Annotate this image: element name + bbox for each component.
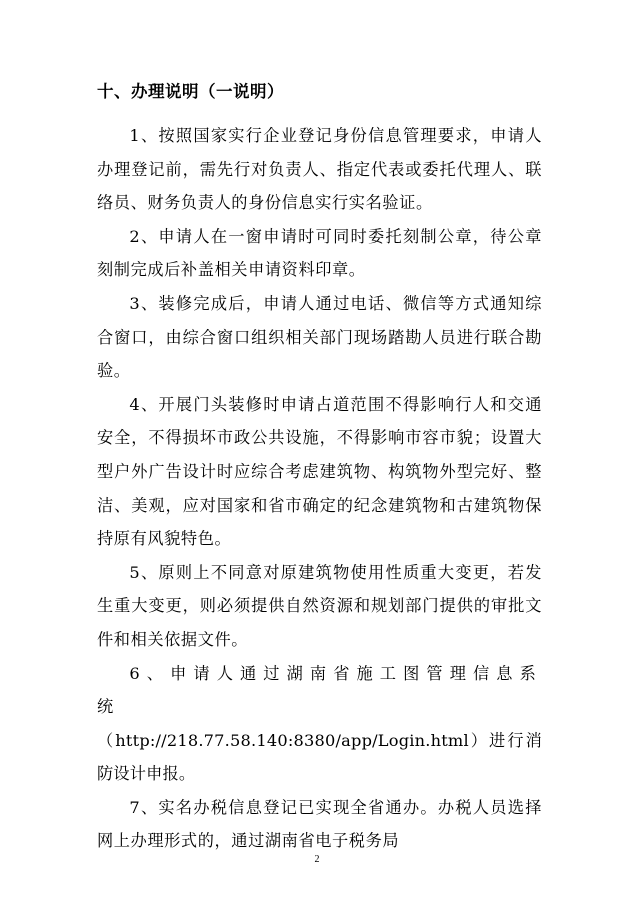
paragraph-6-url: （http://218.77.58.140:8380/app/Login.html）进行消防设计申报。	[97, 730, 542, 784]
paragraph-5: 5、原则上不同意对原建筑物使用性质重大变更，若发生重大变更，则必须提供自然资源和规划部门提供的审批文件和相关依据文件。	[97, 562, 542, 649]
page-number: 2	[314, 854, 320, 865]
paragraph-7: 7、实名办税信息登记已实现全省通办。办税人员选择网上办理形式的，通过湖南省电子税务局	[97, 797, 542, 851]
paragraph-6-line-1: 6、申请人通过湖南省施工图管理信息系统	[97, 663, 542, 717]
paragraph-4: 4、开展门头装修时申请占道范围不得影响行人和交通安全，不得损坏市政公共设施，不得影响市容市貌；设置大型户外广告设计时应综合考虑建筑物、构筑物外型完好、整洁、美观，应对国家和省市确定的纪念建筑物和古建筑物保持原有风貌特色。	[97, 394, 542, 549]
paragraph-3: 3、装修完成后，申请人通过电话、微信等方式通知综合窗口，由综合窗口组织相关部门现场踏勘人员进行联合勘验。	[97, 293, 542, 381]
paragraph-2: 2、申请人在一窗申请时可同时委托刻制公章，待公章刻制完成后补盖相关申请资料印章。	[97, 226, 542, 280]
paragraph-1: 1、按照国家实行企业登记身份信息管理要求，申请人办理登记前，需先行对负责人、指定代表或委托代理人、联络员、财务负责人的身份信息实行实名验证。	[97, 126, 542, 213]
section-heading: 十、办理说明（一说明）	[97, 82, 284, 101]
document-body	[97, 119, 542, 858]
